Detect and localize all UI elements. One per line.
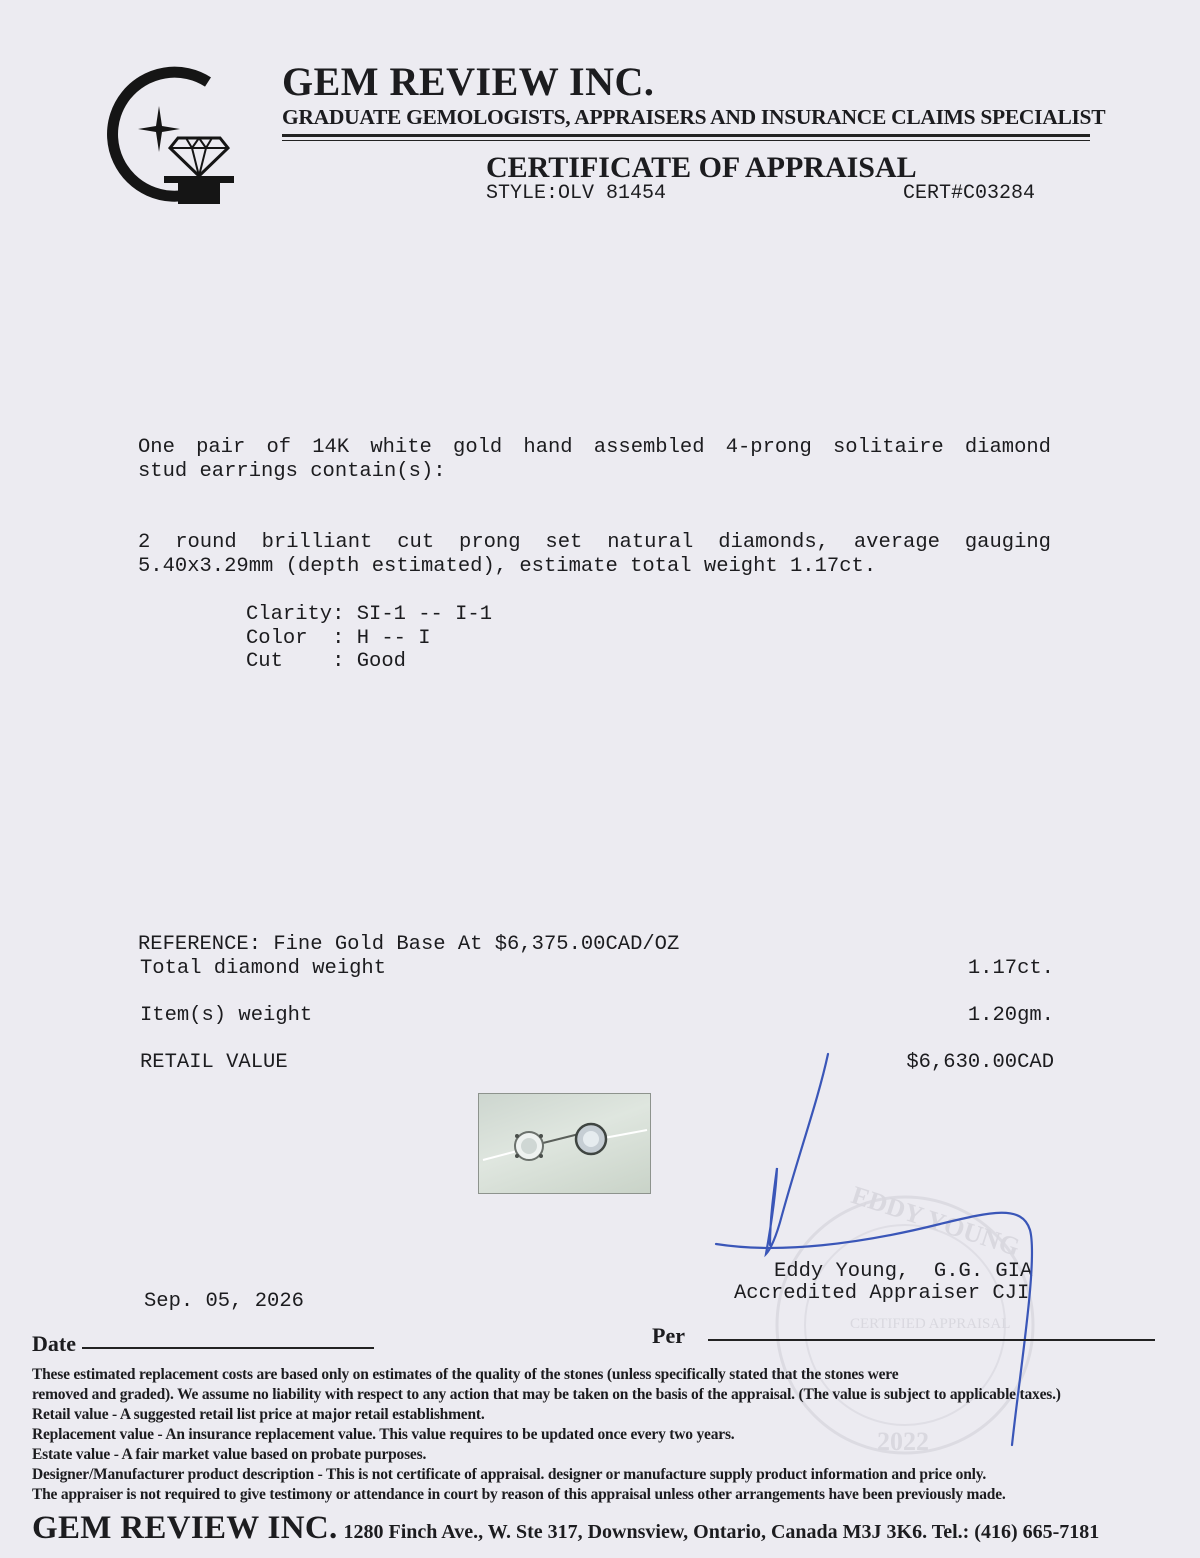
diamond-weight-label: Total diamond weight [140, 957, 387, 980]
item-weight-label: Item(s) weight [140, 1004, 313, 1027]
cut-grade: Cut : Good [246, 650, 406, 673]
embossed-seal-icon [765, 1160, 1045, 1490]
appraiser-name: Eddy Young, G.G. GIA [774, 1260, 1033, 1283]
appraisal-date: Sep. 05, 2026 [144, 1290, 304, 1313]
retail-value-label: RETAIL VALUE [140, 1051, 288, 1074]
disclaimer-line-7: The appraiser is not required to give testimony or attendance in court by reason of this appraisal unless other arrangements have been previously made. [32, 1486, 1006, 1503]
disclaimer-line-1: These estimated replacement costs are based only on estimates of the quality of the stones (unless specifically stated that the stones were [32, 1366, 899, 1383]
certificate-title: CERTIFICATE OF APPRAISAL [486, 151, 917, 184]
certificate-number: CERT#C03284 [903, 182, 1036, 205]
item-weight-value: 1.20gm. [967, 1004, 1054, 1027]
company-name: GEM REVIEW INC. [282, 59, 655, 104]
svg-text:EDDY YOUNG: EDDY YOUNG [847, 1180, 1024, 1262]
clarity-grade: Clarity: SI-1 -- I-1 [246, 603, 493, 626]
earrings-photo [478, 1093, 651, 1194]
date-signature-line [82, 1347, 374, 1349]
disclaimer-line-4: Replacement value - An insurance replacement value. This value requires to be updated once every two years. [32, 1426, 735, 1443]
company-subtitle: GRADUATE GEMOLOGISTS, APPRAISERS AND INSURANCE CLAIMS SPECIALIST [282, 105, 1106, 129]
gem-review-logo-icon [96, 64, 236, 214]
header-rule [282, 134, 1090, 137]
description-line-2: stud earrings contain(s): [138, 460, 446, 483]
disclaimer-line-6: Designer/Manufacturer product description - This is not certificate of appraisal. designer or manufacture supply product information and price only. [32, 1466, 987, 1483]
disclaimer-line-2: removed and graded). We assume no liability with respect to any action that may be taken on the basis of the appraisal. (The value is subject to applicable taxes.) [32, 1386, 1061, 1403]
date-label: Date [32, 1331, 76, 1356]
per-label: Per [652, 1323, 685, 1348]
style-number: STYLE:OLV 81454 [486, 182, 667, 205]
diamond-weight-value: 1.17ct. [967, 957, 1054, 980]
footer-company: GEM REVIEW INC. [32, 1510, 338, 1546]
svg-text:CERTIFIED APPRAISAL: CERTIFIED APPRAISAL [850, 1316, 1011, 1332]
footer-address: 1280 Finch Ave., W. Ste 317, Downsview, Ontario, Canada M3J 3K6. Tel.: (416) 665-7181 [343, 1521, 1100, 1543]
footer-address-block [32, 1510, 1099, 1547]
svg-text:2022: 2022 [877, 1427, 929, 1456]
disclaimer-line-3: Retail value - A suggested retail list price at major retail establishment. [32, 1406, 485, 1423]
color-grade: Color : H -- I [246, 627, 431, 650]
header-rule-thin [282, 140, 1090, 141]
description-line-4: 5.40x3.29mm (depth estimated), estimate total weight 1.17ct. [138, 555, 877, 578]
disclaimer-line-5: Estate value - A fair market value based on probate purposes. [32, 1446, 427, 1463]
description-line-3: 2 round brilliant cut prong set natural diamonds, average gauging [138, 531, 1051, 554]
per-signature-line [708, 1339, 1155, 1341]
appraiser-title: Accredited Appraiser CJI [734, 1282, 1030, 1305]
retail-value-amount: $6,630.00CAD [906, 1051, 1054, 1074]
description-line-1: One pair of 14K white gold hand assembled 4-prong solitaire diamond [138, 436, 1051, 459]
gold-reference: REFERENCE: Fine Gold Base At $6,375.00CAD/OZ [138, 933, 680, 956]
